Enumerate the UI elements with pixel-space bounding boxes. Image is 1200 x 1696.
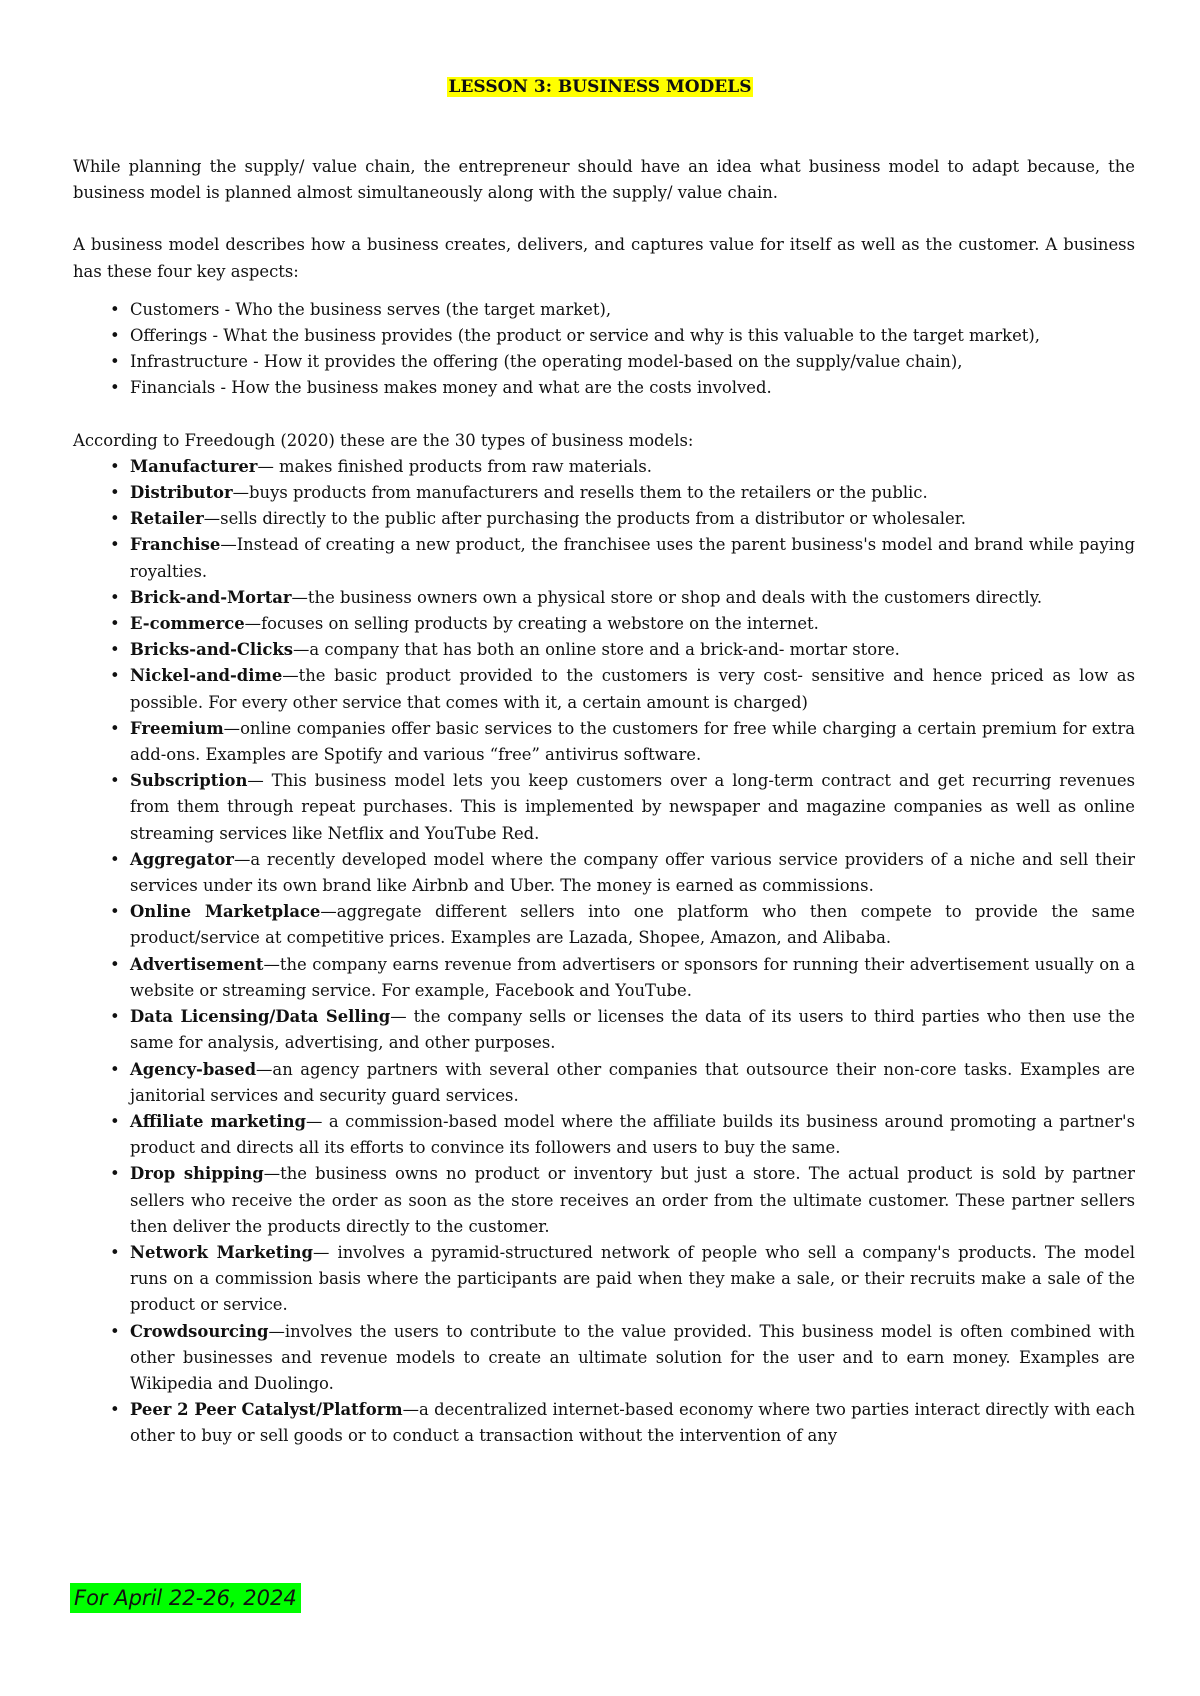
- business-model-description: — makes finished products from raw materials.: [257, 456, 653, 476]
- business-model-description: —Instead of creating a new product, the franchisee uses the parent business's model and brand while paying royalties.: [130, 535, 1135, 581]
- business-model-description: —the business owns no product or inventory but just a store. The actual product is sold by partner sellers who receive the order as soon as the store receives an order from the ultimate customer. These partner sellers then deliver the products directly to the customer.: [130, 1164, 1135, 1236]
- intro-paragraph-2: A business model describes how a business creates, delivers, and captures value for itself as well as the customer. A business has these four key aspects:: [73, 235, 1135, 281]
- business-model-item: [73, 768, 1135, 847]
- business-model-term: Bricks-and-Clicks: [130, 640, 293, 660]
- document-body: [73, 154, 1135, 1450]
- business-model-term: Peer 2 Peer Catalyst/Platform: [130, 1400, 403, 1420]
- business-model-term: Aggregator: [130, 849, 234, 869]
- page-title: [0, 74, 1200, 100]
- business-model-term: Manufacturer: [130, 456, 258, 476]
- business-model-item: [73, 847, 1135, 899]
- business-model-term: Nickel-and-dime: [130, 666, 283, 686]
- business-model-item: [73, 532, 1135, 584]
- aspect-item: • Offerings - What the business provides (the product or service and why is this valuable to the target market),: [73, 323, 1135, 349]
- business-model-item: [73, 899, 1135, 951]
- business-model-description: — This business model lets you keep customers over a long-term contract and get recurring revenues from them through repeat purchases. This is implemented by newspaper and magazine companies as well as online streaming services like Netflix and YouTube Red.: [130, 771, 1135, 843]
- business-model-term: Network Marketing: [130, 1242, 313, 1262]
- business-model-description: —aggregate different sellers into one platform who then compete to provide the same product/service at competitive prices. Examples are Lazada, Shopee, Amazon, and Alibaba.: [130, 902, 1135, 948]
- business-model-item: [73, 1004, 1135, 1056]
- business-model-description: —the company earns revenue from advertisers or sponsors for running their advertisement usually on a website or streaming service. For example, Facebook and YouTube.: [130, 954, 1135, 1000]
- business-model-description: —sells directly to the public after purchasing the products from a distributor or wholesaler.: [203, 509, 966, 529]
- aspect-item: • Infrastructure - How it provides the offering (the operating model-based on the supply/value chain),: [73, 349, 1135, 375]
- business-model-description: —a recently developed model where the company offer various service providers of a niche and sell their services under its own brand like Airbnb and Uber. The money is earned as commissions.: [130, 849, 1135, 896]
- business-model-item: [73, 1319, 1135, 1398]
- business-model-description: — a commission-based model where the affiliate builds its business around promoting a partner's product and directs all its efforts to convince its followers and users to buy the same.: [130, 1111, 1135, 1158]
- business-model-term: Subscription: [130, 771, 248, 791]
- business-model-item: [73, 637, 1135, 663]
- models-intro: According to Freedough (2020) these are the 30 types of business models:: [73, 430, 694, 450]
- business-model-description: —focuses on selling products by creating a webstore on the internet.: [244, 614, 819, 634]
- business-model-term: Data Licensing/Data Selling: [130, 1007, 391, 1027]
- business-model-term: Affiliate marketing: [130, 1111, 307, 1131]
- business-model-item: [73, 1161, 1135, 1240]
- business-model-item: [73, 611, 1135, 637]
- key-aspects-list: [73, 297, 1135, 402]
- business-models-list: [73, 454, 1135, 1450]
- business-model-item: [73, 1109, 1135, 1161]
- business-model-term: Advertisement: [130, 954, 264, 974]
- business-model-term: Distributor: [130, 483, 233, 503]
- business-model-item: [73, 1057, 1135, 1109]
- business-model-term: Freemium: [130, 718, 224, 738]
- business-model-item: [73, 1397, 1135, 1449]
- date-footer: For April 22-26, 2024: [70, 1583, 301, 1613]
- business-model-description: —the basic product provided to the customers is very cost- sensitive and hence priced as low as possible. For every other service that comes with it, a certain amount is charged): [130, 666, 1135, 712]
- business-model-description: —the business owners own a physical store or shop and deals with the customers directly.: [291, 587, 1043, 607]
- business-model-term: Drop shipping: [130, 1164, 264, 1184]
- business-model-item: [73, 1240, 1135, 1319]
- business-model-term: Online Marketplace: [130, 902, 321, 922]
- business-model-term: Crowdsourcing: [130, 1321, 269, 1341]
- aspect-item: • Customers - Who the business serves (the target market),: [73, 297, 1135, 323]
- intro-paragraph-1: While planning the supply/ value chain, the entrepreneur should have an idea what business model to adapt because, the business model is planned almost simultaneously along with the supply/ value chain.: [73, 157, 1135, 203]
- business-model-description: —a company that has both an online store and a brick-and- mortar store.: [292, 640, 900, 660]
- business-model-description: —involves the users to contribute to the value provided. This business model is often combined with other businesses and revenue models to create an ultimate solution for the user and to earn money. Examples are Wikipedia and Duolingo.: [130, 1321, 1135, 1393]
- business-model-item: [73, 454, 1135, 480]
- business-model-description: —an agency partners with several other companies that outsource their non-core tasks. Examples are janitorial services and security guard services.: [130, 1059, 1135, 1105]
- business-model-item: [73, 506, 1135, 532]
- business-model-item: [73, 585, 1135, 611]
- business-model-item: [73, 952, 1135, 1004]
- business-model-item: [73, 663, 1135, 715]
- business-model-item: [73, 480, 1135, 506]
- business-model-description: — involves a pyramid-structured network of people who sell a company's products. The model runs on a commission basis where the participants are paid when they make a sale, or their recruits make a sale of the product or service.: [130, 1242, 1135, 1315]
- business-model-term: Franchise: [130, 535, 221, 555]
- page-title-text: LESSON 3: BUSINESS MODELS: [448, 77, 752, 97]
- business-model-description: —online companies offer basic services to the customers for free while charging a certain premium for extra add-ons. Examples are Spotify and various “free” antivirus software.: [130, 718, 1135, 765]
- business-model-term: Retailer: [130, 509, 204, 529]
- business-model-description: — the company sells or licenses the data of its users to third parties who then use the same for analysis, advertising, and other purposes.: [130, 1007, 1135, 1053]
- business-model-term: Brick-and-Mortar: [130, 587, 292, 607]
- aspect-item: • Financials - How the business makes money and what are the costs involved.: [73, 375, 1135, 401]
- business-model-term: Agency-based: [130, 1059, 257, 1079]
- business-model-term: E-commerce: [130, 614, 245, 634]
- business-model-description: —a decentralized internet-based economy where two parties interact directly with each other to buy or sell goods or to conduct a transaction without the intervention of any: [130, 1400, 1135, 1446]
- business-model-description: —buys products from manufacturers and resells them to the retailers or the public.: [232, 483, 928, 503]
- business-model-item: [73, 716, 1135, 768]
